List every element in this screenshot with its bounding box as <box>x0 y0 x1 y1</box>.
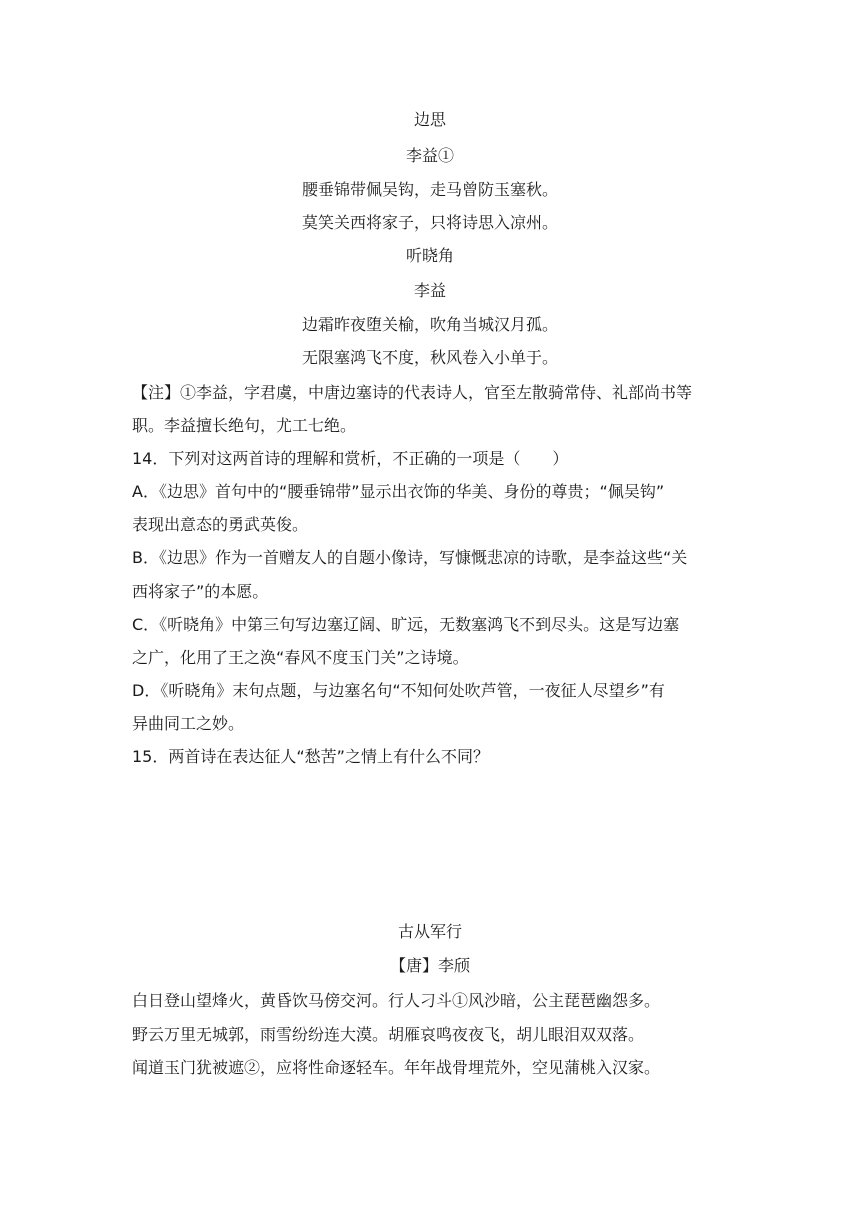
annotation-line-2: 职。李益擅长绝句，尤工七绝。 <box>132 416 357 435</box>
option-d-line-1: D．《听晓角》末句点题，与边塞名句“不知何处吹芦管，一夜征人尽望乡”有 <box>132 681 665 700</box>
question-14-stem: 14．下列对这两首诗的理解和赏析，不正确的一项是（ ） <box>132 449 569 468</box>
poem-3-author: 【唐】李颀 <box>389 956 470 975</box>
poem-1-title: 边思 <box>413 110 446 129</box>
question-15-stem: 15．两首诗在表达征人“愁苦”之情上有什么不同？ <box>132 747 489 766</box>
poem-1-author: 李益① <box>405 146 454 165</box>
poem-2-line-1: 边霜昨夜堕关榆，吹角当城汉月孤。 <box>301 315 558 334</box>
poem-2-author: 李益 <box>413 281 446 300</box>
option-c-line-1: C．《听晓角》中第三句写边塞辽阔、旷远，无数塞鸿飞不到尽头。这是写边塞 <box>132 615 680 634</box>
poem-1-line-2: 莫笑关西将家子，只将诗思入凉州。 <box>301 213 558 232</box>
poem-2-line-2: 无限塞鸿飞不度，秋风卷入小单于。 <box>301 348 558 367</box>
option-a-line-2: 表现出意态的勇武英俊。 <box>132 515 309 534</box>
poem-1-line-1: 腰垂锦带佩吴钩，走马曾防玉塞秋。 <box>301 180 558 199</box>
option-c-line-2: 之广，化用了王之涣“春风不度玉门关”之诗境。 <box>132 648 469 667</box>
option-b-line-2: 西将家子”的本愿。 <box>132 582 269 601</box>
poem-2-title: 听晓角 <box>405 246 454 265</box>
annotation-line-1: 【注】①李益，字君虞，中唐边塞诗的代表诗人，官至左散骑常侍、礼部尚书等 <box>132 383 693 402</box>
poem-3-line-1: 白日登山望烽火，黄昏饮马傍交河。行人刁斗①风沙暗，公主琵琶幽怨多。 <box>132 991 661 1010</box>
option-d-line-2: 异曲同工之妙。 <box>132 714 245 733</box>
poem-3-line-3: 闻道玉门犹被遮②，应将性命逐轻车。年年战骨埋荒外，空见蒲桃入汉家。 <box>132 1058 661 1077</box>
option-a-line-1: A．《边思》首句中的“腰垂锦带”显示出衣饰的华美、身份的尊贵；“佩吴钩” <box>132 482 665 501</box>
poem-3-line-2: 野云万里无城郭，雨雪纷纷连大漠。胡雁哀鸣夜夜飞，胡儿眼泪双双落。 <box>132 1025 645 1044</box>
option-b-line-1: B．《边思》作为一首赠友人的自题小像诗，写慷慨悲凉的诗歌，是李益这些“关 <box>132 548 688 567</box>
poem-3-title: 古从军行 <box>397 922 462 941</box>
